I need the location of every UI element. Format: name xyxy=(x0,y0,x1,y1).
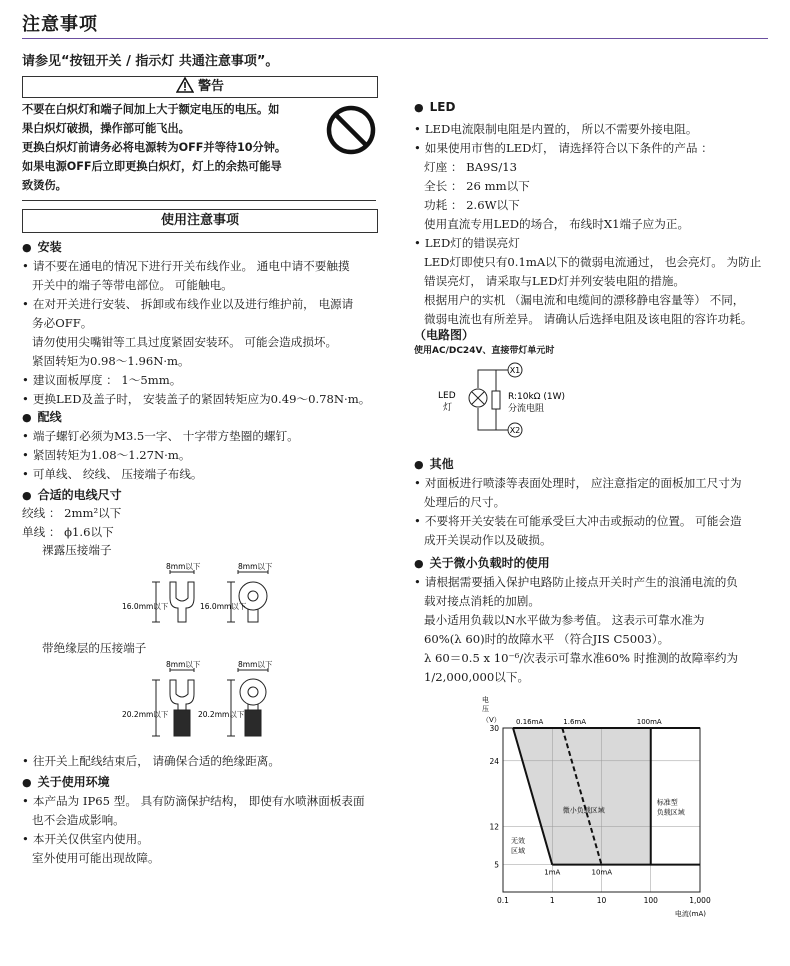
warning-bottom-rule xyxy=(22,200,376,201)
wiring-after-note: • 往开关上配线结束后， 请确保合适的绝缘距离。 xyxy=(22,752,280,771)
insulated-terminal-diagram xyxy=(118,660,288,750)
list-item: • 不要将开关安装在可能承受巨大冲击或振动的位置。 可能会造 xyxy=(414,512,742,531)
list-item: • 请根据需要插入保护电路防止接点开关时产生的浪涌电流的负 xyxy=(414,573,738,592)
region-label-micro: 微小负载区域 xyxy=(562,806,605,815)
list-item: • 紧固转矩为1.08～1.27N·m。 xyxy=(22,446,299,465)
warning-body xyxy=(22,100,318,195)
microload-list xyxy=(414,573,738,687)
list-item: • LED电流限制电阻是内置的， 所以不需要外接电阻。 xyxy=(414,120,761,139)
stranded-wire-spec: 绞线 ： 2mm²以下 xyxy=(22,506,122,520)
y-axis-label: 压 xyxy=(482,705,489,713)
resistor-name-label: 分流电阻 xyxy=(508,404,545,414)
bare-fork-width-label: 8mm以下 xyxy=(166,562,201,571)
wiring-list xyxy=(22,427,299,484)
bare-ring-height-label: 16.0mm以下 xyxy=(200,602,247,611)
bare-terminal-diagram xyxy=(118,562,288,642)
warning-triangle-icon xyxy=(176,77,194,93)
list-item: • 请不要在通电的情况下进行开关布线作业。 通电中请不要触摸 xyxy=(22,257,370,276)
section-environment-title: ● 关于使用环境 xyxy=(22,773,110,790)
ins-ring-height-label: 20.2mm以下 xyxy=(198,710,245,719)
x-tick-label: 1,000 xyxy=(689,896,711,905)
warning-line: 致烫伤。 xyxy=(22,179,67,192)
list-item: 开关中的端子等带电部位。 可能触电。 xyxy=(32,278,233,292)
led-lamp-label: LED xyxy=(438,391,456,401)
ins-ring-width-label: 8mm以下 xyxy=(238,660,273,669)
list-item: • 本产品为 IP65 型。 具有防滴保护结构， 即使有水喷淋面板表面 xyxy=(22,792,365,811)
x-tick-label: 10 xyxy=(596,896,607,905)
list-item: 也不会造成影响。 xyxy=(32,813,125,827)
list-item: 请勿使用尖嘴钳等工具过度紧固安装环。 可能会造成损坏。 xyxy=(32,335,338,349)
list-item: • 端子螺钉必须为M3.5一字、 十字带方垫圈的螺钉。 xyxy=(22,427,299,446)
list-item: 微弱电流也有所差异。 请确认后选择电阻及该电阻的容许功耗。 xyxy=(424,312,753,326)
list-item: 处理后的尺寸。 xyxy=(424,495,506,509)
list-item: λ 60＝0.5 x 10⁻⁶/次表示可靠水准60% 时推测的故障率约为 xyxy=(424,651,739,665)
led-lamp-label-2: 灯 xyxy=(443,403,453,413)
title-rule xyxy=(22,38,768,39)
list-item: 室外使用可能出现故障。 xyxy=(32,851,160,865)
y-tick-label: 12 xyxy=(489,822,499,832)
micro-load-region-fill xyxy=(513,728,651,865)
environment-list xyxy=(22,792,365,868)
region-label-invalid: 区域 xyxy=(511,846,525,855)
circuit-subcaption: 使用AC/DC24V、直接带灯单元时 xyxy=(414,346,555,356)
prohibition-icon xyxy=(325,104,377,156)
list-item: • 更换LED及盖子时， 安装盖子的紧固转矩应为0.49～0.78N·m。 xyxy=(22,390,370,409)
point-label: 1.6mA xyxy=(563,718,587,726)
bare-ring-width-label: 8mm以下 xyxy=(238,562,273,571)
list-item: • 建议面板厚度 ： 1～5mm。 xyxy=(22,371,370,390)
region-label-standard: 负载区域 xyxy=(656,808,685,817)
resistor-value-label: R:10kΩ (1W) xyxy=(508,392,566,402)
list-item: 功耗 ： 2.6W以下 xyxy=(424,198,520,212)
list-item: 60%(λ 60)时的故障水平 （符合JIS C5003）。 xyxy=(424,632,670,646)
list-item: 使用直流专用LED的场合， 布线时X1端子应为正。 xyxy=(424,217,690,231)
x-tick-label: 100 xyxy=(643,896,658,905)
install-list xyxy=(22,257,370,409)
section-wire-size-title: ● 合适的电线尺寸 xyxy=(22,486,122,503)
list-item: • LED灯的错误亮灯 xyxy=(414,234,761,253)
usage-heading-box xyxy=(22,209,378,233)
load-region-chart xyxy=(470,690,720,922)
circuit-caption: （电路图） xyxy=(414,328,475,342)
led-list xyxy=(414,120,761,329)
list-item: 紧固转矩为0.98～1.96N·m。 xyxy=(32,354,190,368)
x-axis-label: 电流(mA) xyxy=(674,910,706,918)
list-item: • 如果使用市售的LED灯， 请选择符合以下条件的产品 ： xyxy=(414,139,761,158)
list-item: LED灯即使只有0.1mA以下的微弱电流通过， 也会亮灯。 为防止 xyxy=(424,255,762,269)
bare-terminal-caption: 裸露压接端子 xyxy=(42,543,112,557)
insulated-terminal-caption: 带绝缘层的压接端子 xyxy=(42,641,147,655)
list-item: • 对面板进行喷漆等表面处理时， 应注意指定的面板加工尺寸为 xyxy=(414,474,742,493)
y-tick-label: 24 xyxy=(489,756,499,766)
list-item: 根据用户的实机 （漏电流和电缆间的漂移静电容量等） 不同， xyxy=(424,293,745,307)
x-tick-label: 0.1 xyxy=(497,896,509,905)
point-label: 100mA xyxy=(636,718,662,726)
page-title: 注意事项 xyxy=(22,14,98,35)
warning-heading: 警告 xyxy=(197,79,224,94)
list-item: 错误亮灯， 请采取与LED灯并列安装电阻的措施。 xyxy=(424,274,686,288)
section-microload-title: ● 关于微小负载时的使用 xyxy=(414,554,550,571)
point-label: 0.16mA xyxy=(516,718,544,726)
list-item: 最小适用负载以N水平做为参考值。 这表示可靠水准为 xyxy=(424,613,705,627)
terminal-x2-label: X2 xyxy=(509,426,521,435)
other-list xyxy=(414,474,742,550)
terminal-x1-label: X1 xyxy=(509,366,521,375)
circuit-diagram xyxy=(414,356,634,446)
list-item: • 在对开关进行安装、 拆卸或布线作业以及进行维护前， 电源请 xyxy=(22,295,370,314)
y-tick-label: 5 xyxy=(494,860,499,870)
warning-heading-box xyxy=(22,76,378,98)
section-wiring-title: ● 配线 xyxy=(22,408,62,425)
list-item: 灯座 ： BA9S/13 xyxy=(424,160,518,174)
x-tick-label: 1 xyxy=(549,896,555,905)
y-tick-label: 30 xyxy=(489,724,499,733)
list-item: 1/2,000,000以下。 xyxy=(424,670,530,684)
ins-fork-width-label: 8mm以下 xyxy=(166,660,201,669)
bare-fork-height-label: 16.0mm以下 xyxy=(122,602,169,611)
warning-line: 更换白炽灯前请务必将电源转为OFF并等待10分钟。 xyxy=(22,141,287,154)
section-other-title: ● 其他 xyxy=(414,455,454,472)
section-install-title: ● 安装 xyxy=(22,238,62,255)
region-label-invalid: 无效 xyxy=(511,836,525,845)
list-item: 全长 ： 26 mm以下 xyxy=(424,179,530,193)
list-item: • 本开关仅供室内使用。 xyxy=(22,830,365,849)
region-label-standard: 标准型 xyxy=(656,798,678,807)
warning-line: 如果电源OFF后立即更换白炽灯，灯上的余热可能导 xyxy=(22,160,282,173)
warning-line: 不要在白炽灯和端子间加上大于额定电压的电压。如 xyxy=(22,103,280,116)
list-item: 载对接点消耗的加剧。 xyxy=(424,594,540,608)
warning-line: 果白炽灯破损，操作部可能飞出。 xyxy=(22,122,190,135)
solid-wire-spec: 单线 ： ϕ1.6以下 xyxy=(22,525,114,539)
ins-fork-height-label: 20.2mm以下 xyxy=(122,710,169,719)
section-led-title: ● LED xyxy=(414,100,455,114)
point-label: 10mA xyxy=(591,868,613,877)
intro-text: 请参见“按钮开关 / 指示灯 共通注意事项”。 xyxy=(22,54,279,69)
list-item: 成开关误动作以及破损。 xyxy=(424,533,552,547)
list-item: 务必OFF。 xyxy=(32,316,93,330)
usage-heading: 使用注意事项 xyxy=(160,213,239,228)
list-item: • 可单线、 绞线、 压接端子布线。 xyxy=(22,465,299,484)
point-label: 1mA xyxy=(544,868,561,877)
y-axis-label: （V） xyxy=(482,716,501,724)
y-axis-label: 电 xyxy=(482,696,489,704)
